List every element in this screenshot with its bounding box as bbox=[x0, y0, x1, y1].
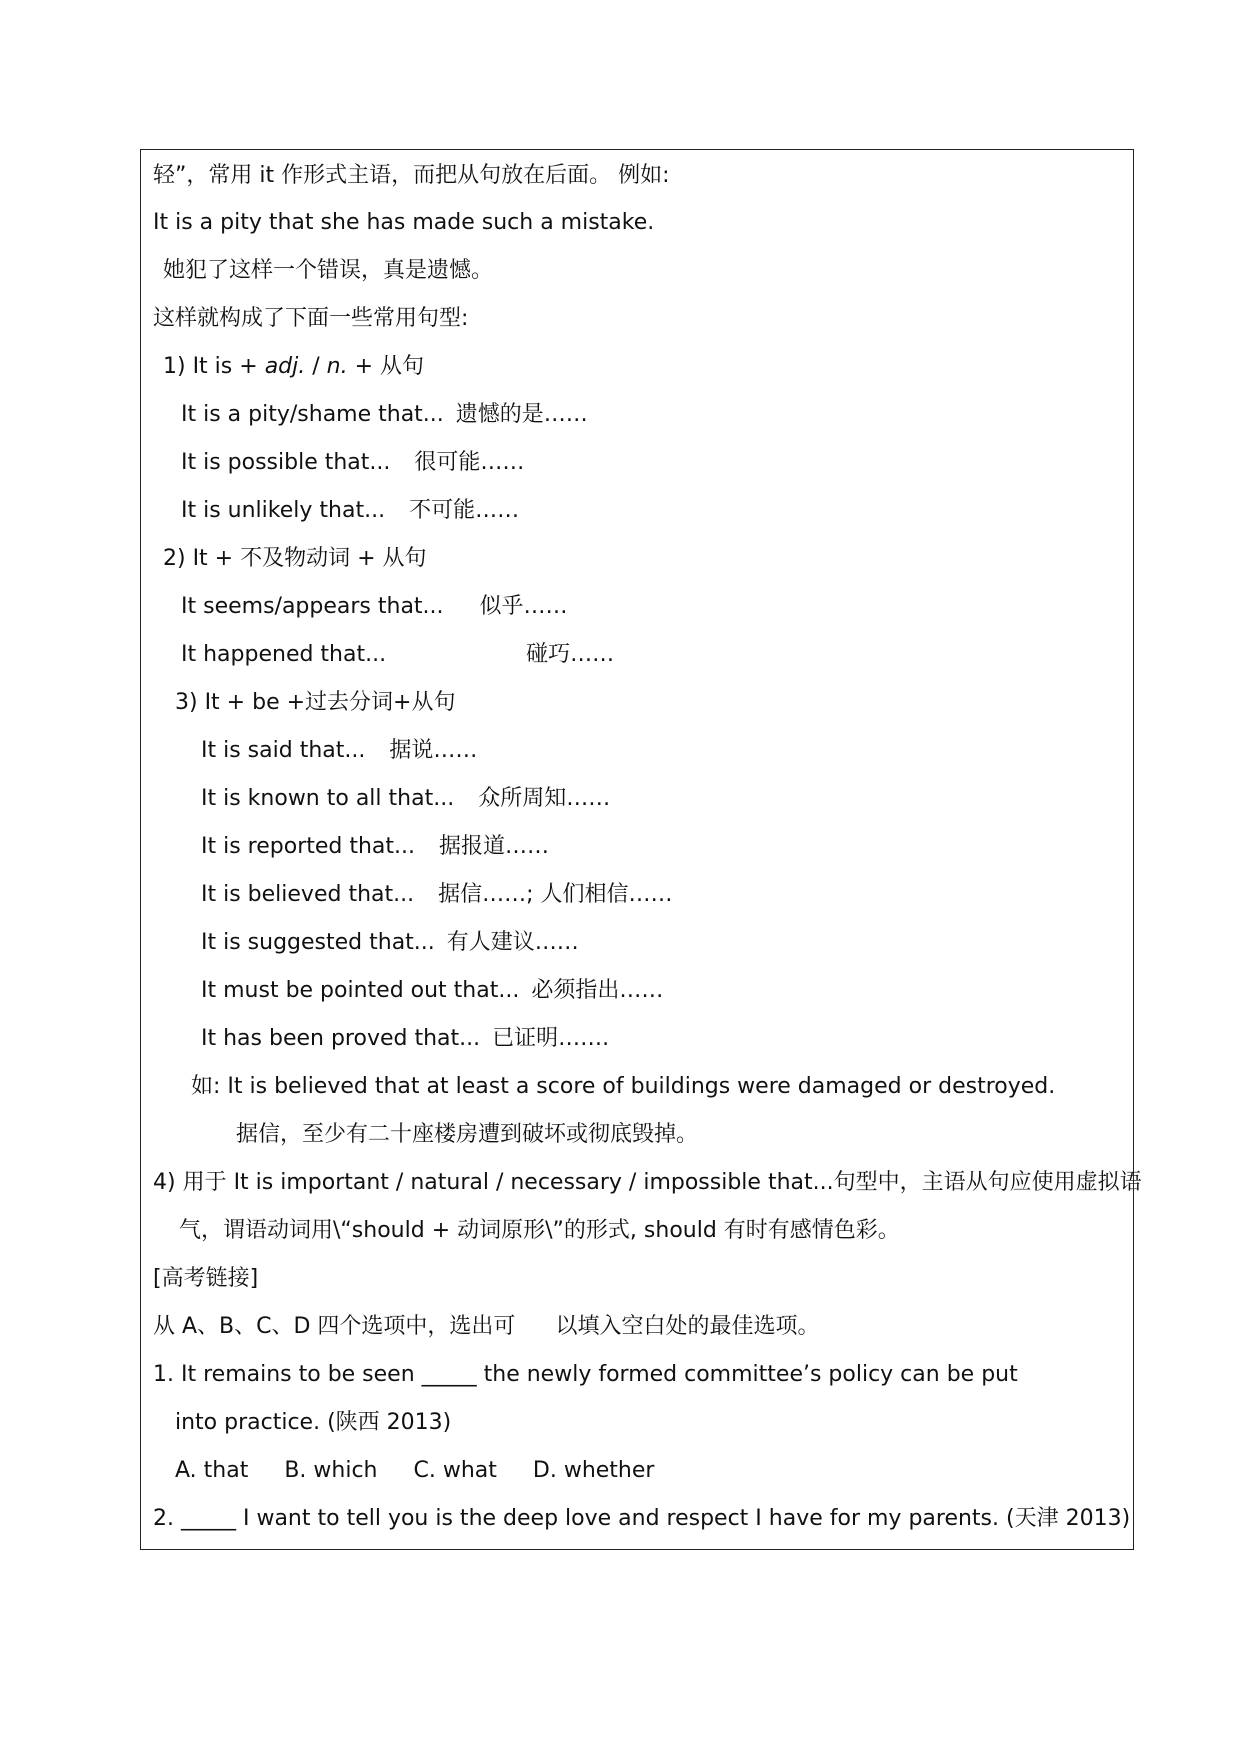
question-1-line-2: into practice. (陕西 2013) bbox=[175, 1410, 452, 1435]
pattern-1-n: n. bbox=[326, 354, 348, 379]
pattern-3e-en: It is suggested that... bbox=[201, 930, 435, 955]
pattern-3b-en: It is known to all that... bbox=[201, 786, 455, 811]
pattern-1-suffix: + 从句 bbox=[347, 354, 425, 379]
pattern-3a-en: It is said that... bbox=[201, 738, 366, 763]
pattern-2a-cn: 似乎…… bbox=[479, 594, 568, 619]
instruction-part-b: 以填入空白处的最佳选项。 bbox=[555, 1314, 820, 1339]
pattern-3e-cn: 有人建议…… bbox=[446, 930, 579, 955]
patterns-intro: 这样就构成了下面一些常用句型: bbox=[153, 306, 469, 331]
pattern-3d bbox=[201, 880, 673, 910]
pattern-3g bbox=[201, 1024, 609, 1054]
pattern-3g-cn: 已证明……. bbox=[492, 1026, 610, 1051]
pattern-1a bbox=[181, 400, 588, 430]
pattern-1-heading bbox=[163, 352, 424, 382]
pattern-3f-cn: 必须指出…… bbox=[531, 978, 664, 1003]
pattern-4-line-1: 4) 用于 It is important / natural / necessary / impossible that...句型中，主语从句应使用虚拟语 bbox=[153, 1170, 1142, 1195]
pattern-1-prefix: 1) It is + bbox=[163, 354, 265, 379]
pattern-3d-cn: 据信……; 人们相信…… bbox=[438, 882, 673, 907]
pattern-1-adj: adj. bbox=[264, 354, 306, 379]
pattern-2b bbox=[181, 640, 614, 670]
pattern-2b-cn: 碰巧…… bbox=[526, 642, 615, 667]
pattern-3c bbox=[201, 832, 549, 862]
pattern-1b-en: It is possible that... bbox=[181, 450, 391, 475]
pattern-3b-cn: 众所周知…… bbox=[478, 786, 611, 811]
gaokao-link-heading: [高考链接] bbox=[153, 1266, 259, 1291]
pattern-2-heading: 2) It + 不及物动词 + 从句 bbox=[163, 546, 427, 571]
pattern-1b-cn: 很可能…… bbox=[414, 450, 525, 475]
pattern-3b bbox=[201, 784, 610, 814]
pattern-2b-en: It happened that... bbox=[181, 642, 387, 667]
pattern-3g-en: It has been proved that... bbox=[201, 1026, 481, 1051]
pattern-1a-cn: 遗憾的是…… bbox=[455, 402, 588, 427]
option-b: B. which bbox=[284, 1458, 378, 1483]
pattern-3f bbox=[201, 976, 663, 1006]
pattern-3-heading: 3) It + be +过去分词+从句 bbox=[175, 690, 456, 715]
pattern-3d-en: It is believed that... bbox=[201, 882, 415, 907]
pattern-1c-cn: 不可能…… bbox=[409, 498, 520, 523]
option-d: D. whether bbox=[532, 1458, 655, 1483]
example-cn: 据信，至少有二十座楼房遭到破坏或彻底毁掉。 bbox=[236, 1122, 699, 1147]
pattern-1c-en: It is unlikely that... bbox=[181, 498, 386, 523]
question-1-line-1: 1. It remains to be seen _____ the newly formed committee’s policy can be put bbox=[153, 1362, 1018, 1387]
pattern-3a-cn: 据说…… bbox=[389, 738, 478, 763]
instruction bbox=[153, 1312, 819, 1342]
pattern-4-line-2: 气，谓语动词用\“should + 动词原形\”的形式, should 有时有感情色彩。 bbox=[179, 1218, 900, 1243]
document-table-cell bbox=[140, 149, 1142, 1550]
pattern-3c-en: It is reported that... bbox=[201, 834, 416, 859]
pattern-3a bbox=[201, 736, 477, 766]
pattern-3f-en: It must be pointed out that... bbox=[201, 978, 520, 1003]
pattern-1-sep: / bbox=[305, 354, 327, 379]
example-en: 如: It is believed that at least a score of buildings were damaged or destroyed. bbox=[191, 1074, 1056, 1099]
example-sentence-en: It is a pity that she has made such a mistake. bbox=[153, 210, 655, 235]
intro-line: 轻”，常用 it 作形式主语，而把从句放在后面。 例如: bbox=[153, 163, 670, 188]
question-2: 2. _____ I want to tell you is the deep love and respect I have for my parents. (天津 2013) bbox=[153, 1506, 1131, 1531]
pattern-3e bbox=[201, 928, 579, 958]
option-c: C. what bbox=[413, 1458, 497, 1483]
option-a: A. that bbox=[175, 1458, 249, 1483]
pattern-1a-en: It is a pity/shame that... bbox=[181, 402, 444, 427]
pattern-2a bbox=[181, 592, 568, 622]
pattern-1b bbox=[181, 448, 524, 478]
pattern-2a-en: It seems/appears that... bbox=[181, 594, 444, 619]
pattern-3c-cn: 据报道…… bbox=[439, 834, 550, 859]
instruction-part-a: 从 A、B、C、D 四个选项中，选出可 bbox=[153, 1314, 516, 1339]
question-1-options bbox=[175, 1456, 654, 1486]
pattern-1c bbox=[181, 496, 519, 526]
example-sentence-cn: 她犯了这样一个错误，真是遗憾。 bbox=[163, 258, 494, 283]
